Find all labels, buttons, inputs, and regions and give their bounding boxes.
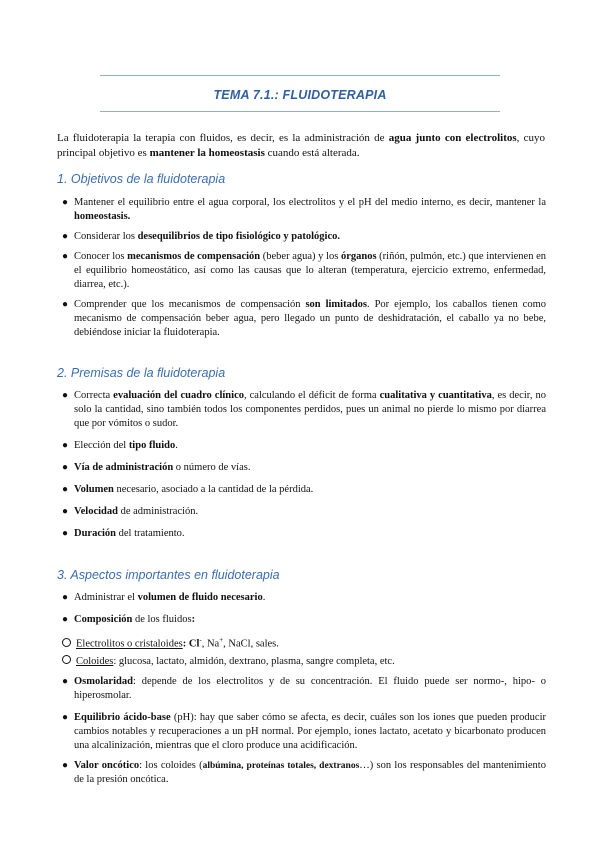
item-underline: Coloides [76, 656, 114, 667]
section-1-heading: 1. Objetivos de la fluidoterapia [57, 172, 226, 186]
item-bold: Volumen [74, 484, 114, 495]
page-title: TEMA 7.1.: FLUIDOTERAPIA [213, 88, 387, 102]
item-text: de los fluidos [132, 614, 192, 625]
item-text: …) son los responsables del mantenimiento de la presión oncótica. [74, 760, 546, 785]
bullet-icon: ● [62, 390, 69, 401]
intro-bold-1: agua junto con electrolitos [388, 132, 517, 144]
item-text: . [175, 440, 178, 451]
item-bold: desequilibrios de tipo fisiológico y patológico. [137, 231, 341, 242]
item-bold: albúmina, proteínas totales, dextranos [202, 761, 360, 771]
circle-bullet-icon [62, 638, 71, 647]
section-2-heading: 2. Premisas de la fluidoterapia [57, 366, 226, 380]
item-bold: Duración [74, 528, 116, 539]
item-text: del tratamiento. [116, 528, 185, 539]
item-text: , es decir, no solo la cantidad, sino también todos los componentes perdidos, pues un animal no pierde lo mismo por diarrea que por vómitos o sudor. [74, 390, 546, 429]
intro-paragraph [57, 131, 545, 161]
bullet-icon: ● [62, 712, 69, 723]
section-3-heading: 3. Aspectos importantes en fluidoterapia [57, 568, 280, 582]
list-item [62, 439, 546, 453]
item-text: Correcta [74, 390, 114, 401]
item-text: necesario, asociado a la cantidad de la pérdida. [113, 484, 314, 495]
bullet-icon: ● [62, 462, 69, 473]
bullet-icon: ● [62, 484, 69, 495]
item-bold: tipo fluido [128, 440, 176, 451]
item-superscript: + [219, 636, 224, 644]
bullet-icon: ● [62, 299, 69, 310]
sub-list-item [62, 655, 546, 669]
item-text: (riñón, pulmón, etc.) que intervienen en el equilibrio homeostático, así como las causas que lo alteran (temperatura, ejercicio extremo, enfermedad, diarrea, etc.). [74, 251, 546, 290]
item-text: , Na [201, 638, 220, 650]
bullet-icon: ● [62, 528, 69, 539]
item-bold: : [191, 614, 196, 625]
bullet-icon: ● [62, 231, 69, 242]
sub-list-item [62, 633, 546, 652]
item-text: o número de vías. [173, 462, 251, 473]
list-item [62, 613, 546, 627]
list-item [62, 527, 546, 541]
list-item [62, 230, 546, 244]
intro-bold-2: mantener la homeostasis [149, 147, 265, 159]
item-text: de administración. [117, 506, 199, 517]
list-item [62, 483, 546, 497]
item-text: , NaCl, sales. [223, 638, 279, 650]
item-text: Comprender que los mecanismos de compensación [74, 299, 306, 310]
item-text: , calculando el déficit de forma [243, 390, 380, 401]
item-bold: cualitativa y cuantitativa [379, 390, 492, 401]
bullet-icon: ● [62, 676, 69, 687]
item-text: : los coloides ( [139, 760, 203, 771]
title-rule-top [100, 75, 500, 76]
intro-text-2: , cuyo principal objetivo es [57, 132, 545, 159]
list-item [62, 196, 546, 224]
list-item [62, 591, 546, 605]
list-item [62, 298, 546, 340]
item-text: Conocer los [74, 251, 128, 262]
item-underline: Electrolitos o cristaloides [76, 638, 183, 650]
item-bold: : Cl [182, 638, 200, 650]
bullet-icon: ● [62, 592, 69, 603]
bullet-icon: ● [62, 760, 69, 771]
bullet-icon: ● [62, 197, 69, 208]
item-bold: órganos [340, 251, 377, 262]
bullet-icon: ● [62, 506, 69, 517]
bullet-icon: ● [62, 614, 69, 625]
list-item [62, 505, 546, 519]
item-bold: son limitados [305, 299, 368, 310]
item-bold: Vía de administración [74, 462, 174, 473]
item-bold: volumen de fluido necesario [137, 592, 263, 603]
item-bold: Composición [74, 614, 133, 625]
intro-text-3: cuando está alterada. [264, 147, 360, 159]
item-bold: Valor oncótico [74, 760, 140, 771]
item-text: . Por ejemplo, los caballos tienen como mecanismo de compensación beber agua, pero llegado un punto de deshidratación, el caballo ya no bebe, debiéndose iniciar la fluidoterapia. [74, 299, 546, 338]
list-item [62, 711, 546, 753]
list-item [62, 759, 546, 787]
item-bold: homeostasis. [74, 211, 131, 222]
bullet-icon: ● [62, 440, 69, 451]
list-item [62, 675, 546, 703]
title-rule-bottom [100, 111, 500, 112]
item-bold: Equilibrio ácido-base [74, 712, 171, 723]
item-text: Elección del [74, 440, 129, 451]
list-item [62, 461, 546, 475]
item-bold: evaluación del cuadro clínico [113, 390, 244, 401]
list-item [62, 250, 546, 292]
item-text: (beber agua) y los [260, 251, 341, 262]
item-text: : depende de los electrolitos y de su concentración. El fluido puede ser normo-, hipo- o hiperosmolar. [74, 676, 546, 701]
circle-bullet-icon [62, 655, 71, 664]
item-bold: Osmolaridad [74, 676, 133, 687]
item-bold: mecanismos de compensación [127, 251, 261, 262]
item-text: Administrar el [74, 592, 138, 603]
item-text: Considerar los [74, 231, 138, 242]
item-text: (pH): hay que saber cómo se afecta, es decir, cuáles son los iones que pueden producir cambios notables y recuperaciones a un pH normal. Por ejemplo, iones lactato, acetato y bicarbonato producen una alcalinización, mientras que el cloro produce una acidificación. [74, 712, 546, 751]
item-superscript: - [199, 636, 202, 644]
list-item [62, 389, 546, 431]
intro-text-1: La fluidoterapia la terapia con fluidos, es decir, es la administración de [57, 132, 389, 144]
item-text: : glucosa, lactato, almidón, dextrano, plasma, sangre completa, etc. [113, 656, 395, 667]
bullet-icon: ● [62, 251, 69, 262]
item-text: Mantener el equilibrio entre el agua corporal, los electrolitos y el pH del medio interno, es decir, mantener la [74, 197, 546, 208]
item-text: . [262, 592, 266, 603]
item-bold: Velocidad [74, 506, 118, 517]
